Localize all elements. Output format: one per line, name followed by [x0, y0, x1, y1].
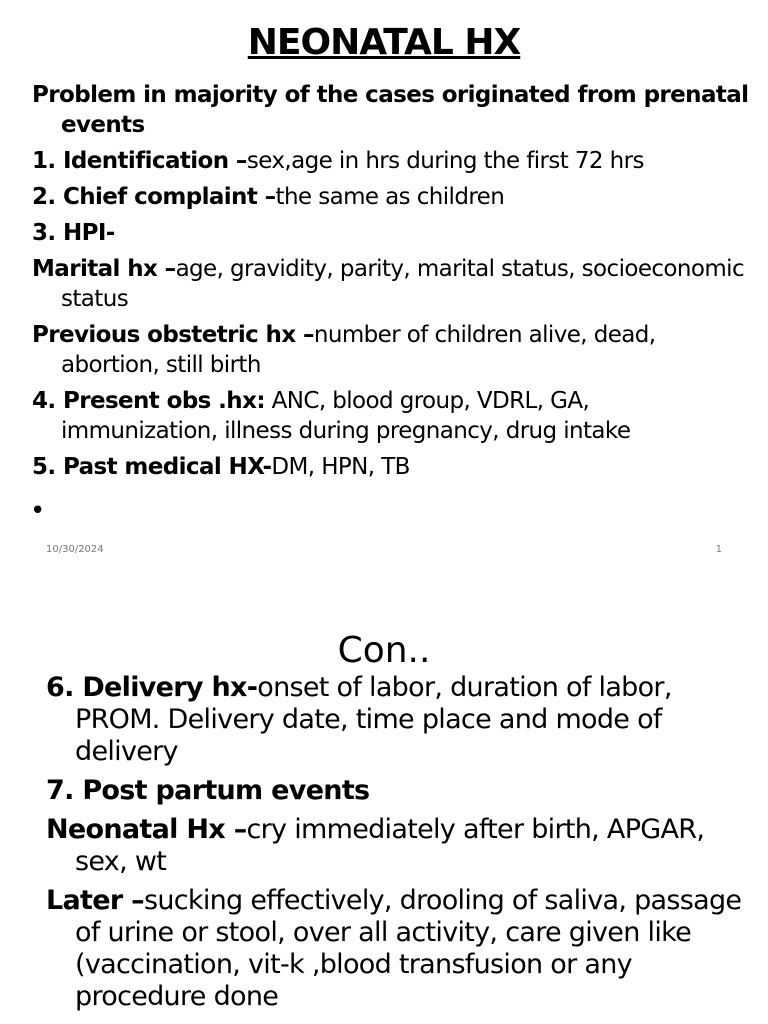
list-item	[32, 146, 752, 176]
item-text: onset of labor, duration of labor, PROM. Delivery date, time place and mode of delivery	[75, 672, 672, 767]
item-heading: 6. Delivery hx-	[46, 672, 258, 703]
item-heading: 7. Post partum events	[46, 775, 370, 806]
item-text: number of children alive, dead, abortion, still birth	[61, 322, 656, 378]
item-text: ANC, blood group, VDRL, GA, immunization, illness during pregnancy, drug intake	[61, 388, 631, 444]
list-item	[32, 218, 752, 248]
list-item	[32, 320, 752, 380]
slide-body	[46, 672, 756, 1020]
list-item	[46, 885, 756, 1013]
empty-bullet: •	[30, 496, 46, 526]
item-heading: 3. HPI-	[32, 220, 115, 246]
list-item	[32, 80, 752, 140]
slide-2	[0, 580, 768, 1024]
item-heading: Marital hx –	[32, 256, 176, 282]
item-heading: Neonatal Hx –	[46, 814, 247, 845]
item-heading: 4. Present obs .hx:	[32, 388, 265, 414]
slide-date: 10/30/2024	[46, 544, 104, 555]
list-item	[46, 672, 756, 768]
item-text: cry immediately after birth, APGAR, sex, wt	[75, 814, 705, 877]
slide-number: 1	[715, 544, 722, 555]
item-text: sex,age in hrs during the first 72 hrs	[246, 148, 644, 174]
list-item	[32, 452, 752, 482]
item-heading: 5. Past medical HX-	[32, 454, 272, 480]
item-heading: 1. Identification –	[32, 148, 247, 174]
list-item	[46, 775, 756, 807]
list-item	[32, 182, 752, 212]
item-text: sucking effectively, drooling of saliva, passage of urine or stool, over all activity, care given like (vaccination, vit-k ,blood transfusion or any procedure done	[75, 885, 742, 1012]
slide-title: NEONATAL HX	[247, 22, 521, 63]
list-item	[32, 254, 752, 314]
item-heading: Problem in majority of the cases originated from prenatal events	[32, 82, 749, 138]
item-heading: Previous obstetric hx –	[32, 322, 314, 348]
item-heading: 2. Chief complaint –	[32, 184, 276, 210]
item-heading: Later –	[46, 885, 144, 916]
item-text: the same as children	[275, 184, 505, 210]
list-item	[46, 814, 756, 878]
slide-body	[32, 80, 752, 488]
item-text: DM, HPN, TB	[271, 454, 410, 480]
item-text: age, gravidity, parity, marital status, socioeconomic status	[61, 256, 744, 312]
slide-title: Con..	[337, 630, 431, 671]
list-item	[32, 386, 752, 446]
